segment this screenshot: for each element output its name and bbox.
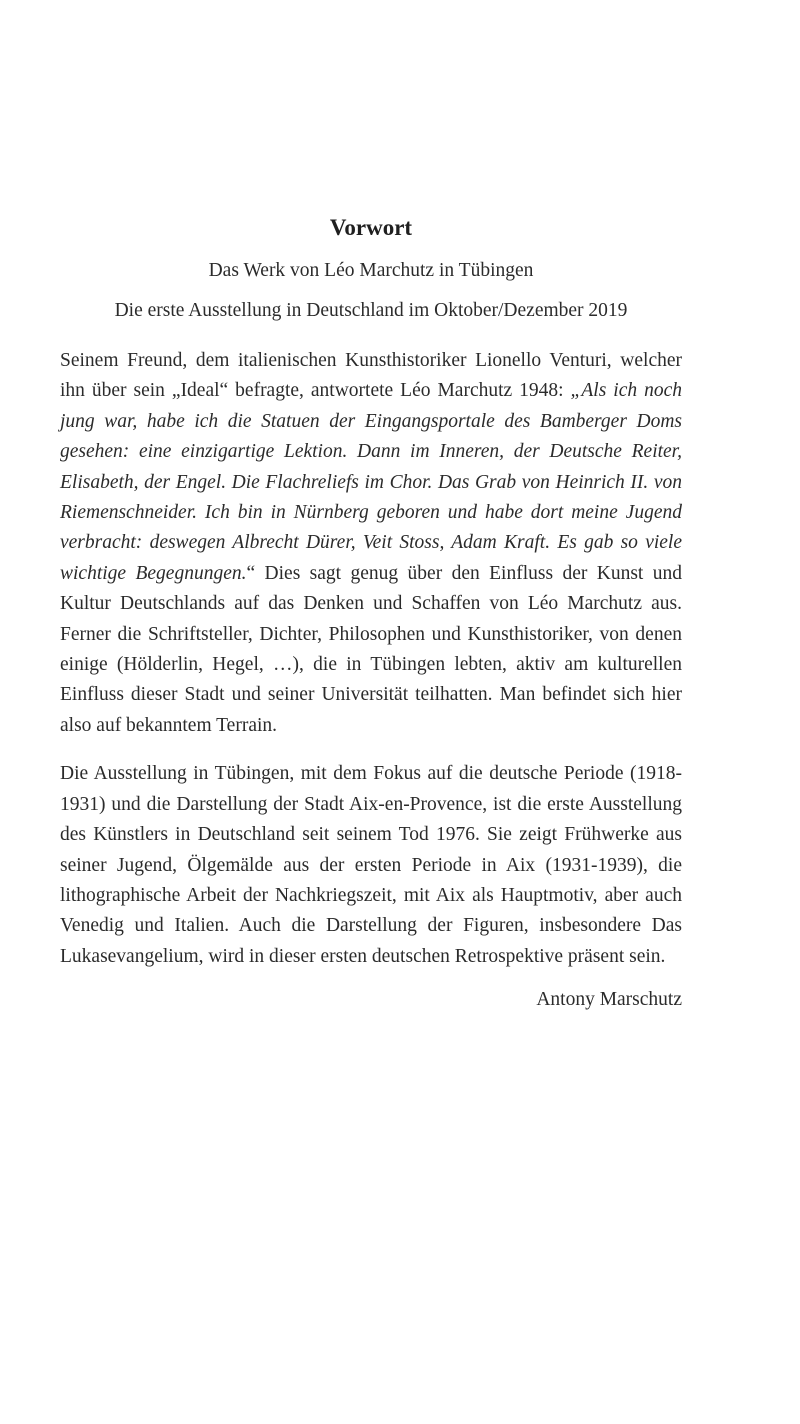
document-page bbox=[60, 212, 682, 1014]
paragraph-1 bbox=[60, 346, 682, 741]
subtitle: Das Werk von Léo Marchutz in Tübingen bbox=[208, 260, 534, 281]
exhibition-subtitle: Die erste Ausstellung in Deutschland im Oktober/Dezember 2019 bbox=[114, 300, 628, 321]
paragraph-1-intro: Seinem Freund, dem italienischen Kunsthistoriker Lionello Venturi, welcher ihn über sein „Ideal“ befragte, antwortete Léo Marchutz 1948: bbox=[60, 350, 682, 402]
paragraph-1-rest: “ Dies sagt genug über den Einfluss der Kunst und Kultur Deutschlands auf das Denken und Schaffen von Léo Marchutz aus. Ferner die Schriftsteller, Dichter, Philosophen und Kunsthistoriker, von denen einige (Hölderlin, Hegel, …), die in Tübingen lebten, aktiv am kulturellen Einfluss dieser Stadt und seiner Universität teilhatten. Man befindet sich hier also auf bekanntem Terrain. bbox=[60, 562, 682, 736]
paragraph-2: Die Ausstellung in Tübingen, mit dem Fokus auf die deutsche Periode (1918-1931) und die Darstellung der Stadt Aix-en-Provence, ist die erste Ausstellung des Künstlers in Deutschland seit seinem Tod 1976. Sie zeigt Frühwerke aus seiner Jugend, Ölgemälde aus der ersten Periode in Aix (1931-1939), die lithographische Arbeit der Nachkriegszeit, mit Aix als Hauptmotiv, aber auch Venedig und Italien. Auch die Darstellung der Figuren, insbesondere Das Lukasevangelium, wird in dieser ersten deutschen Retrospektive präsent sein. bbox=[60, 763, 682, 967]
author-signature: Antony Marschutz bbox=[536, 989, 682, 1011]
page-title: Vorwort bbox=[329, 215, 413, 240]
paragraph-1-quote: „Als ich noch jung war, habe ich die Statuen der Eingangsportale des Bamberger Doms gesehen: eine einzigartige Lektion. Dann im Inneren, der Deutsche Reiter, Elisabeth, der Engel. Die Flachreliefs im Chor. Das Grab von Heinrich II. von Riemenschneider. Ich bin in Nürnberg geboren und habe dort meine Jugend verbracht: deswegen Albrecht Dürer, Veit Stoss, Adam Kraft. Es gab so viele wichtige Begegnungen. bbox=[60, 380, 682, 584]
